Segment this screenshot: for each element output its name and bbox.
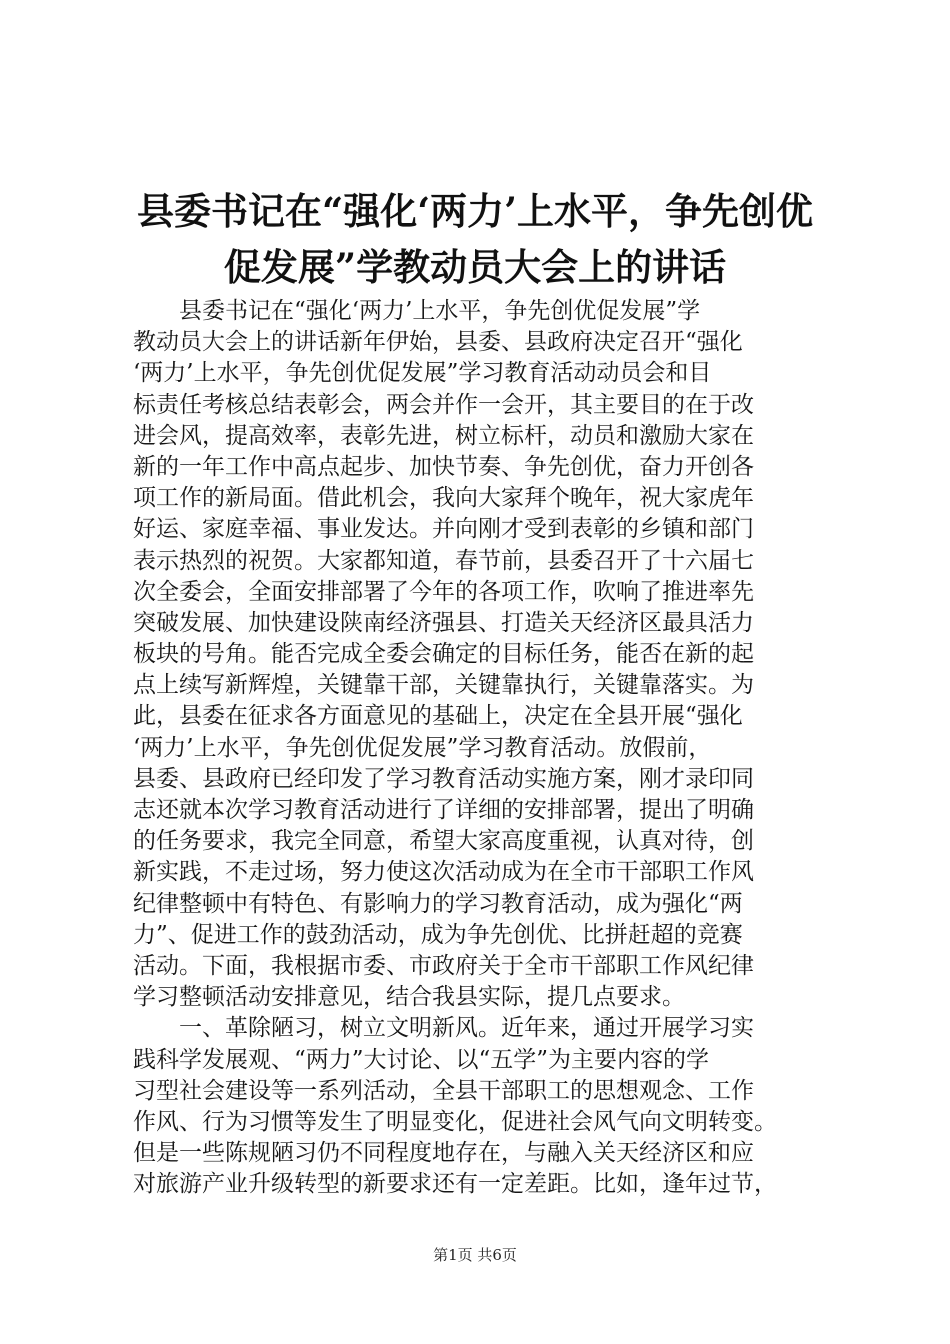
body-line: 践科学发展观、“两力”大讨论、以“五学”为主要内容的学 <box>133 1046 710 1073</box>
body-line: 此，县委在征求各方面意见的基础上，决定在全县开展“强化 <box>133 703 743 730</box>
body-line: 活动。下面，我根据市委、市政府关于全市干部职工作风纪律 <box>133 952 754 979</box>
body-line: 一、革除陋习，树立文明新风。近年来，通过开展学习实 <box>133 1015 754 1042</box>
title-line: 县委书记在“强化‘两力’上水平，争先创优 <box>136 189 814 233</box>
body-line: 的任务要求，我完全同意，希望大家高度重视，认真对待，创 <box>133 828 754 855</box>
document-title <box>110 183 840 295</box>
body-line: 志还就本次学习教育活动进行了详细的安排部署，提出了明确 <box>133 797 754 823</box>
body-line: 新实践，不走过场，努力使这次活动成为在全市干部职工作风 <box>133 859 754 886</box>
body-line: 县委、县政府已经印发了学习教育活动实施方案，刚才录印同 <box>133 765 754 792</box>
body-line: 进会风，提高效率，表彰先进，树立标杆，动员和激励大家在 <box>133 422 754 449</box>
body-line: 教动员大会上的讲话新年伊始，县委、县政府决定召开“强化 <box>133 329 743 356</box>
body-line: ‘两力’上水平，争先创优促发展”学习教育活动动员会和目 <box>133 360 712 387</box>
body-line: 新的一年工作中高点起步、加快节奏、争先创优，奋力开创各 <box>133 453 754 480</box>
body-line: 习型社会建设等一系列活动，全县干部职工的思想观念、工作 <box>133 1077 754 1104</box>
body-line: 学习整顿活动安排意见，结合我县实际，提几点要求。 <box>133 984 685 1011</box>
body-line: 纪律整顿中有特色、有影响力的学习教育活动，成为强化“两 <box>133 890 743 917</box>
body-line: 点上续写新辉煌，关键靠干部，关键靠执行，关键靠落实。为 <box>133 672 754 699</box>
body-line: 但是一些陈规陋习仍不同程度地存在，与融入关天经济区和应 <box>133 1140 754 1167</box>
body-line: 县委书记在“强化‘两力’上水平，争先创优促发展”学 <box>133 298 701 324</box>
body-line: 对旅游产业升级转型的新要求还有一定差距。比如，逢年过节， <box>133 1171 777 1198</box>
body-line: ‘两力’上水平，争先创优促发展”学习教育活动。放假前， <box>133 734 712 761</box>
document-body <box>133 296 861 1200</box>
body-line: 力”、促进工作的鼓劲活动，成为争先创优、比拼赶超的竞赛 <box>133 921 743 948</box>
body-line: 板块的号角。能否完成全委会确定的目标任务，能否在新的起 <box>133 641 754 668</box>
title-line: 促发展”学教动员大会上的讲话 <box>223 245 727 289</box>
body-line: 标责任考核总结表彰会，两会并作一会开，其主要目的在于改 <box>133 391 754 418</box>
body-line: 表示热烈的祝贺。大家都知道，春节前，县委召开了十六届七 <box>133 547 754 574</box>
body-line: 好运、家庭幸福、事业发达。并向刚才受到表彰的乡镇和部门 <box>133 516 754 543</box>
body-line: 作风、行为习惯等发生了明显变化，促进社会风气向文明转变。 <box>133 1108 777 1135</box>
body-line: 突破发展、加快建设陕南经济强县、打造关天经济区最具活力 <box>133 609 754 636</box>
body-line: 项工作的新局面。借此机会，我向大家拜个晚年，祝大家虎年 <box>133 485 754 512</box>
page-footer: 第1页 共6页 <box>433 1246 517 1264</box>
body-line: 次全委会，全面安排部署了今年的各项工作，吹响了推进率先 <box>133 578 754 605</box>
